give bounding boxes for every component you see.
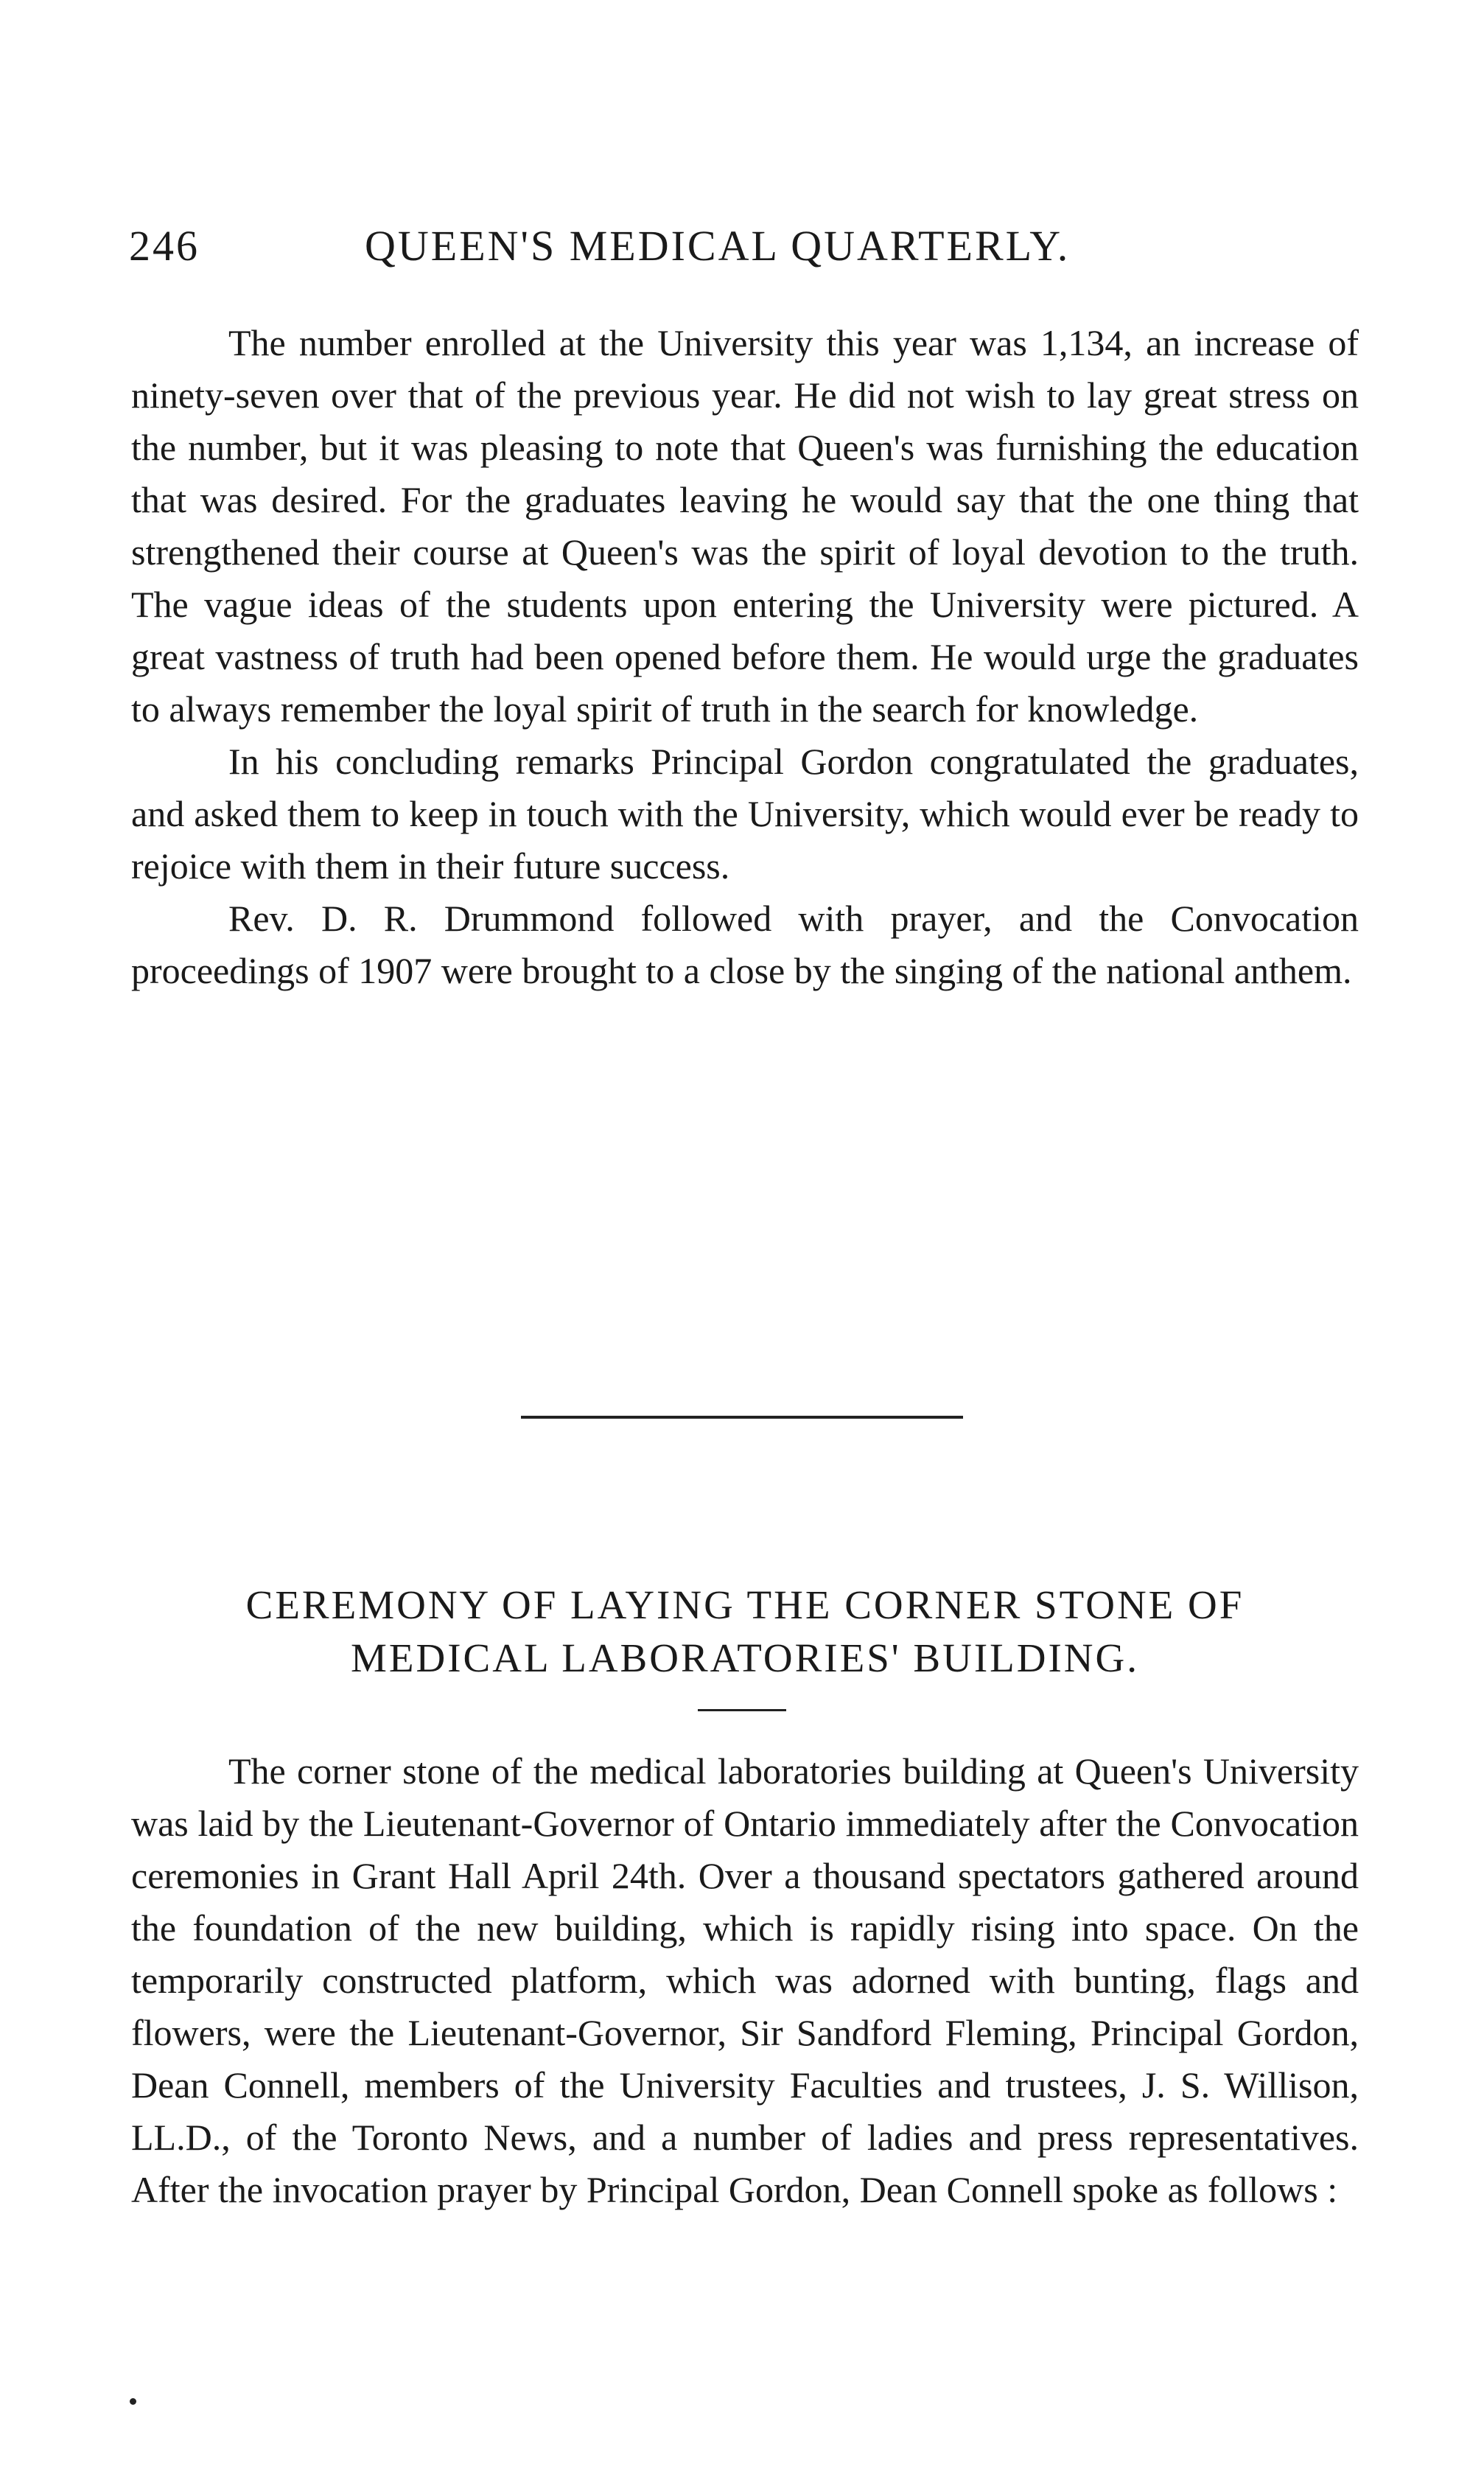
page-number: 246 <box>129 222 200 270</box>
paragraph: Rev. D. R. Drummond followed with prayer, and the Convocation proceedings of 1907 were brought to a close by the singing of the national anthem. <box>131 898 1359 991</box>
running-head <box>129 221 1352 280</box>
journal-title: QUEEN'S MEDICAL QUARTERLY. <box>365 222 1071 270</box>
paragraph: The number enrolled at the University this year was 1,134, an increase of ninety-seven over that of the previous year. He did not wish to lay great stress on the number, but it was pleasing to note that Queen's was furnishing the education that was desired. For the graduates leaving he would say that the one thing that strengthened their course at Queen's was the spirit of loyal devotion to the truth. The vague ideas of the students upon entering the University were pictured. A great vastness of truth had been opened before them. He would urge the graduates to always remember the loyal spirit of truth in the search for knowledge. <box>131 322 1359 730</box>
printer-mark <box>130 2398 136 2405</box>
article-title <box>131 1579 1359 1685</box>
title-rule <box>698 1709 786 1711</box>
paragraph: In his concluding remarks Principal Gordon congratulated the graduates, and asked them to keep in touch with the University, which would ever be ready to rejoice with them in their future success. <box>131 741 1359 887</box>
article-body-text <box>131 1745 1359 2216</box>
paragraph: The corner stone of the medical laboratories building at Queen's University was laid by the Lieutenant-Governor of Ontario immediately after the Convocation ceremonies in Grant Hall April 24th. Over a thousand spectators gathered around the foundation of the new building, which is rapidly rising into space. On the temporarily constructed platform, which was adorned with bunting, flags and flowers, were the Lieutenant-Governor, Sir Sandford Fleming, Principal Gordon, Dean Connell, members of the University Faculties and trustees, J. S. Willison, LL.D., of the Toronto News, and a number of ladies and press representatives. After the invocation prayer by Principal Gordon, Dean Connell spoke as follows : <box>131 1750 1359 2210</box>
convocation-report-text <box>131 317 1359 997</box>
article-title-line: MEDICAL LABORATORIES' BUILDING. <box>351 1635 1139 1680</box>
article-title-line: CEREMONY OF LAYING THE CORNER STONE OF <box>245 1582 1245 1627</box>
section-divider <box>521 1416 963 1419</box>
